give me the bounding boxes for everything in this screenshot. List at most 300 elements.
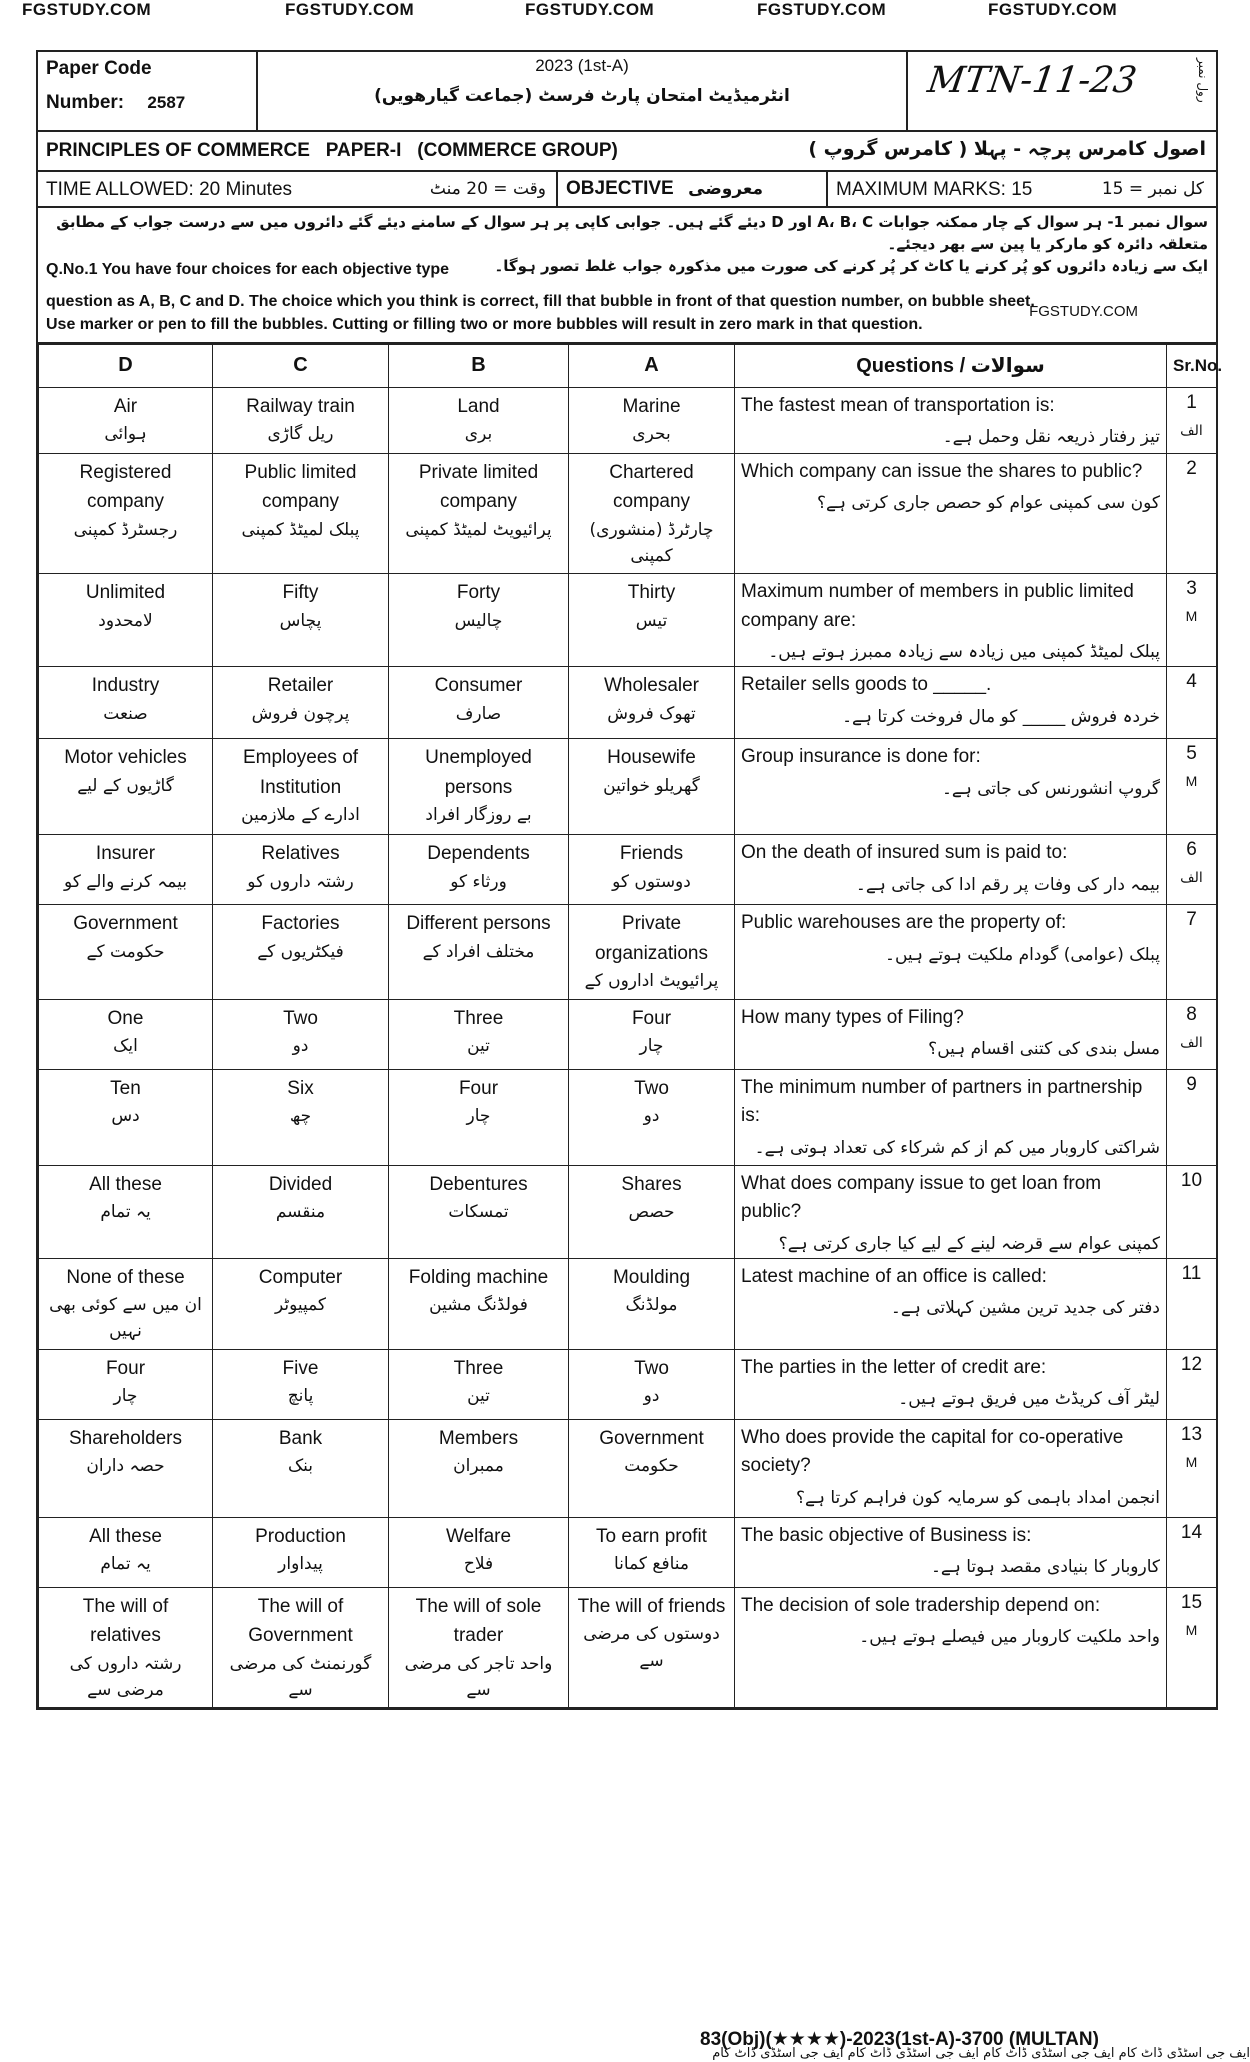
question-text: [735, 1419, 1167, 1517]
question-urdu: واحد ملکیت کاروبار میں فیصلے ہوتے ہیں۔: [859, 1627, 1160, 1648]
option-b-english: Folding machine: [408, 1266, 549, 1288]
option-a: [569, 905, 735, 999]
option-a: [569, 1349, 735, 1419]
serial-number: 2: [1186, 457, 1197, 479]
option-a-english: Thirty: [627, 582, 676, 604]
question-text: [735, 1165, 1167, 1258]
option-d: [39, 1419, 213, 1517]
table-row: [39, 1165, 1217, 1258]
exam-title-urdu: انٹرمیڈیٹ امتحان پارٹ فرسٹ (جماعت گیارھویں): [374, 86, 790, 106]
option-b-english: Three: [453, 1357, 504, 1379]
option-d: [39, 1165, 213, 1258]
option-a-english: Marine: [622, 395, 681, 417]
question-urdu: پبلک لمیٹڈ کمپنی میں زیادہ سے زیادہ ممبرز ہوتے ہیں۔: [768, 642, 1160, 663]
serial-number: 10: [1180, 1169, 1203, 1191]
serial-mark: الف: [1180, 869, 1203, 886]
option-a: [569, 835, 735, 905]
option-d-urdu: رجسٹرڈ کمپنی: [73, 519, 178, 540]
option-c: [213, 1419, 389, 1517]
option-c-urdu: گورنمنٹ کی مرضی سے: [229, 1653, 372, 1700]
serial-number-cell: [1167, 1069, 1217, 1165]
option-c-english: Two: [283, 1007, 318, 1029]
option-b-english: Dependents: [427, 843, 530, 865]
serial-number-cell: [1167, 1587, 1217, 1708]
table-row: [39, 739, 1217, 835]
option-d-english: All these: [89, 1173, 162, 1195]
watermark-text: FGSTUDY.COM: [1029, 302, 1138, 320]
option-c-urdu: رشتہ داروں کو: [247, 871, 354, 892]
top-watermarks: [0, 0, 1250, 22]
option-c-english: Employees of Institution: [242, 747, 359, 798]
option-c: [213, 1587, 389, 1708]
option-b-urdu: ممبران: [453, 1456, 504, 1477]
table-row: [39, 1069, 1217, 1165]
serial-number: 4: [1186, 671, 1197, 693]
serial-number: 8: [1186, 1003, 1197, 1025]
option-b: [389, 387, 569, 453]
option-b: [389, 739, 569, 835]
question-text: [735, 667, 1167, 739]
option-b-english: Four: [458, 1077, 499, 1099]
marks-box: [828, 172, 1214, 206]
option-b: [389, 1587, 569, 1708]
option-c-english: Relatives: [261, 843, 340, 865]
option-b-english: Consumer: [434, 675, 523, 697]
question-urdu: شراکتی کاروبار میں کم از کم شرکاء کی تعداد ہوتی ہے۔: [754, 1137, 1160, 1158]
option-d-english: Registered company: [79, 461, 172, 513]
question-english: Which company can issue the shares to public?: [741, 460, 1143, 482]
option-d: [39, 1258, 213, 1349]
option-d-english: Unlimited: [85, 582, 166, 604]
option-c-english: Railway train: [246, 395, 355, 417]
option-a-urdu: گھریلو خواتین: [603, 775, 700, 796]
serial-number-cell: [1167, 835, 1217, 905]
option-b-english: Members: [438, 1427, 519, 1449]
option-b-urdu: چالیس: [454, 610, 503, 631]
option-b-english: Three: [453, 1007, 504, 1029]
table-row: [39, 574, 1217, 667]
option-b-urdu: واحد تاجر کی مرضی سے: [404, 1653, 553, 1700]
option-c: [213, 1349, 389, 1419]
option-b: [389, 999, 569, 1069]
option-d: [39, 453, 213, 574]
option-d-english: One: [107, 1007, 144, 1029]
option-a: [569, 574, 735, 667]
serial-number-cell: [1167, 1258, 1217, 1349]
option-d: [39, 667, 213, 739]
serial-mark: الف: [1180, 1033, 1203, 1050]
instructions: [38, 208, 1216, 344]
question-text: [735, 574, 1167, 667]
option-c-urdu: پبلک لمیٹڈ کمپنی: [241, 519, 360, 540]
option-d: [39, 1587, 213, 1708]
option-d-urdu: دس: [111, 1106, 140, 1127]
option-d-english: Shareholders: [68, 1427, 183, 1449]
option-a-urdu: تھوک فروش: [607, 703, 696, 724]
option-a-english: Four: [631, 1007, 672, 1029]
option-a-urdu: مولڈنگ: [625, 1295, 678, 1316]
option-b-english: Welfare: [445, 1525, 512, 1547]
serial-number: 5: [1186, 743, 1197, 765]
paper-frame: [36, 50, 1223, 1710]
option-a-english: To earn profit: [596, 1525, 707, 1547]
option-a: [569, 453, 735, 574]
col-header-questions: Questions / سوالات: [735, 344, 1167, 387]
option-c-english: The will of Government: [248, 1595, 353, 1647]
option-b: [389, 574, 569, 667]
question-english: The basic objective of Business is:: [741, 1524, 1032, 1546]
question-text: [735, 905, 1167, 999]
paper-footer-code: 83(Obj)(★★★★)-2023(1st-A)-3700 (MULTAN): [700, 2029, 1099, 2050]
question-english: The parties in the letter of credit are:: [741, 1356, 1047, 1378]
instruction-english-2: question as A, B, C and D. The choice which you think is correct, fill that bubble in front of that question number, on bubble sheet.: [46, 292, 1035, 310]
option-d-urdu: ہوائی: [104, 424, 147, 445]
number-value: 2587: [147, 93, 186, 112]
table-row: [39, 905, 1217, 999]
serial-number: 9: [1186, 1073, 1197, 1095]
serial-mark: الف: [1180, 421, 1203, 438]
col-header-c: C: [213, 344, 389, 387]
exam-year: 2023 (1st-A): [535, 56, 629, 75]
serial-number-cell: [1167, 1419, 1217, 1517]
option-a-english: Moulding: [612, 1266, 691, 1288]
serial-number-cell: [1167, 1165, 1217, 1258]
option-c-urdu: چھ: [289, 1106, 312, 1127]
question-urdu: لیٹر آف کریڈٹ میں فریق ہوتے ہیں۔: [898, 1389, 1160, 1410]
serial-number-cell: [1167, 1517, 1217, 1587]
option-a: [569, 667, 735, 739]
table-row: [39, 999, 1217, 1069]
option-d: [39, 905, 213, 999]
option-b: [389, 1069, 569, 1165]
serial-number-cell: [1167, 387, 1217, 453]
serial-number-cell: [1167, 574, 1217, 667]
serial-mark: M: [1185, 773, 1198, 790]
option-b-urdu: چار: [466, 1106, 491, 1127]
option-d: [39, 835, 213, 905]
option-d-urdu: حکومت کے: [86, 941, 165, 962]
option-a-english: Friends: [619, 843, 684, 865]
serial-number-cell: [1167, 453, 1217, 574]
option-b-english: The will of sole trader: [415, 1595, 542, 1647]
option-c-english: Fifty: [282, 582, 319, 604]
table-row: [39, 835, 1217, 905]
question-urdu: کمپنی عوام سے قرضہ لینے کے لیے کیا جاری کرتی ہے؟: [778, 1233, 1160, 1254]
option-a-urdu: دوستوں کو: [612, 871, 691, 892]
option-c: [213, 387, 389, 453]
option-b: [389, 1258, 569, 1349]
question-text: [735, 387, 1167, 453]
watermark-text: FGSTUDY.COM: [757, 0, 887, 19]
serial-number-cell: [1167, 1349, 1217, 1419]
serial-number-cell: [1167, 739, 1217, 835]
option-a-english: Shares: [621, 1173, 682, 1195]
option-c: [213, 739, 389, 835]
option-d: [39, 999, 213, 1069]
option-c-english: Production: [255, 1525, 346, 1547]
serial-number: 6: [1186, 839, 1197, 861]
option-d-urdu: گاڑیوں کے لیے: [77, 775, 174, 796]
question-english: The decision of sole tradership depend on:: [741, 1594, 1101, 1616]
option-a-urdu: چار: [639, 1036, 664, 1057]
paper-code-label: Paper Code: [46, 58, 152, 79]
serial-number-cell: [1167, 999, 1217, 1069]
table-row: [39, 667, 1217, 739]
option-b-english: Forty: [456, 582, 501, 604]
question-english: The fastest mean of transportation is:: [741, 394, 1055, 416]
option-c-urdu: بنک: [287, 1456, 314, 1477]
option-c-urdu: پانچ: [287, 1386, 314, 1407]
option-a-urdu: تیس: [635, 610, 668, 631]
question-urdu: انجمن امداد باہمی کو سرمایہ کون فراہم کرتا ہے؟: [795, 1487, 1160, 1508]
option-a-urdu: چارٹرڈ (منشوری) کمپنی: [589, 519, 714, 567]
subject-urdu: اصول کامرس پرچہ - پہلا ( کامرس گروپ ): [808, 138, 1206, 160]
exam-title-box: [258, 52, 906, 130]
option-b-urdu: مختلف افراد کے: [422, 941, 535, 962]
option-a: [569, 1517, 735, 1587]
option-b-english: Different persons: [406, 913, 551, 935]
question-english: Who does provide the capital for co-operative society?: [741, 1426, 1124, 1477]
watermark-text: FGSTUDY.COM: [285, 0, 415, 19]
option-d-english: Air: [113, 395, 138, 417]
option-a-english: Private organizations: [594, 913, 709, 964]
option-b-urdu: فلاح: [463, 1554, 494, 1575]
question-urdu: بیمہ دار کی وفات پر رقم ادا کی جاتی ہے۔: [855, 874, 1160, 895]
question-english: On the death of insured sum is paid to:: [741, 842, 1068, 864]
max-marks: MAXIMUM MARKS: 15: [836, 179, 1033, 200]
option-b-english: Land: [457, 395, 500, 417]
serial-number: 15: [1180, 1591, 1203, 1613]
question-english: Latest machine of an office is called:: [741, 1265, 1047, 1287]
question-urdu: خردہ فروش _____ کو مال فروخت کرتا ہے۔: [842, 706, 1160, 727]
time-box: [38, 172, 558, 206]
option-b-urdu: بری: [464, 424, 493, 445]
option-d: [39, 387, 213, 453]
watermark-text: FGSTUDY.COM: [525, 0, 655, 19]
option-d-urdu: لامحدود: [98, 610, 153, 631]
col-header-srno: Sr.No.: [1167, 344, 1217, 387]
option-b-urdu: تین: [467, 1036, 490, 1057]
objective-urdu: معروضی: [688, 179, 764, 199]
option-b: [389, 905, 569, 999]
option-c-urdu: فیکٹریوں کے: [257, 941, 344, 962]
option-c-english: Public limited company: [244, 461, 357, 513]
option-b: [389, 1419, 569, 1517]
question-text: [735, 1069, 1167, 1165]
option-c: [213, 999, 389, 1069]
option-a-english: Government: [599, 1427, 704, 1449]
time-marks-row: [38, 172, 1216, 208]
option-b: [389, 1517, 569, 1587]
option-c-english: Five: [282, 1357, 319, 1379]
option-c-urdu: پیداوار: [278, 1554, 323, 1575]
question-text: [735, 453, 1167, 574]
option-d-urdu: صنعت: [103, 703, 148, 724]
option-a-english: Two: [634, 1077, 669, 1099]
subject-row: [38, 132, 1216, 172]
option-a-english: Chartered company: [609, 461, 694, 513]
objective-label: OBJECTIVE: [566, 178, 674, 199]
serial-number: 1: [1186, 391, 1197, 413]
table-header-row: [39, 344, 1217, 387]
option-c-english: Six: [287, 1077, 314, 1099]
option-c: [213, 1517, 389, 1587]
option-d-english: The will of relatives: [82, 1595, 169, 1647]
option-a-urdu: حکومت: [624, 1456, 679, 1477]
question-urdu: گروپ انشورنس کی جاتی ہے۔: [941, 778, 1160, 799]
question-urdu: کاروبار کا بنیادی مقصد ہوتا ہے۔: [930, 1557, 1160, 1578]
question-urdu: دفتر کی جدید ترین مشین کہلاتی ہے۔: [890, 1298, 1160, 1319]
option-d-english: Government: [73, 913, 178, 935]
question-urdu: تیز رفتار ذریعہ نقل وحمل ہے۔: [942, 427, 1160, 448]
serial-number: 7: [1186, 909, 1197, 931]
question-urdu: پبلک (عوامی) گودام ملکیت ہوتے ہیں۔: [885, 944, 1160, 965]
option-b-english: Private limited company: [418, 461, 539, 513]
option-a-urdu: دوستوں کی مرضی سے: [583, 1624, 720, 1671]
question-text: [735, 1517, 1167, 1587]
option-d: [39, 1349, 213, 1419]
option-b-urdu: فولڈنگ مشین: [429, 1295, 528, 1316]
option-d-english: None of these: [66, 1266, 185, 1288]
option-b-urdu: صارف: [455, 703, 502, 724]
option-d-urdu: رشتہ داروں کی مرضی سے: [69, 1653, 182, 1700]
paper-code-box: [38, 52, 258, 130]
option-d-english: Insurer: [95, 843, 156, 865]
option-d-urdu: یہ تمام: [100, 1554, 151, 1575]
option-d-english: Motor vehicles: [64, 747, 187, 769]
option-c: [213, 667, 389, 739]
option-c: [213, 1258, 389, 1349]
option-a-urdu: دو: [643, 1386, 660, 1407]
question-english: Public warehouses are the property of:: [741, 912, 1067, 934]
questions-table: [38, 344, 1223, 1708]
option-a: [569, 1069, 735, 1165]
option-c-urdu: کمپیوٹر: [274, 1295, 327, 1316]
question-english: Group insurance is done for:: [741, 746, 981, 768]
serial-number-cell: [1167, 667, 1217, 739]
serial-number: 13: [1180, 1423, 1203, 1445]
serial-mark: M: [1185, 1453, 1198, 1470]
time-allowed: TIME ALLOWED: 20 Minutes: [46, 179, 293, 200]
option-a-english: The will of friends: [577, 1595, 726, 1617]
roll-number-box: [906, 52, 1212, 130]
option-c-english: Computer: [258, 1266, 343, 1288]
option-c: [213, 1165, 389, 1258]
option-b: [389, 453, 569, 574]
serial-number: 11: [1181, 1262, 1202, 1284]
option-a-english: Wholesaler: [603, 675, 700, 697]
option-d: [39, 1517, 213, 1587]
option-d-english: Industry: [91, 675, 160, 697]
option-a-english: Housewife: [607, 747, 696, 769]
watermark-text: FGSTUDY.COM: [22, 0, 152, 19]
question-english: How many types of Filing?: [741, 1006, 964, 1028]
option-c: [213, 574, 389, 667]
option-d-english: Ten: [110, 1077, 141, 1099]
option-a: [569, 1587, 735, 1708]
question-urdu: مسل بندی کی کتنی اقسام ہیں؟: [928, 1039, 1160, 1060]
option-d-urdu: ایک: [113, 1036, 138, 1057]
option-b: [389, 1349, 569, 1419]
table-row: [39, 1419, 1217, 1517]
option-b-urdu: تین: [467, 1386, 490, 1407]
option-a: [569, 1165, 735, 1258]
roll-number-label: رول نمبر: [1196, 58, 1210, 103]
option-a-urdu: بحری: [632, 424, 671, 445]
serial-mark: M: [1185, 608, 1198, 625]
max-marks-urdu: کل نمبر = 15: [1101, 179, 1204, 199]
option-b-english: Unemployed persons: [425, 747, 532, 798]
option-a-urdu: دو: [643, 1106, 660, 1127]
number-label: Number:: [46, 92, 125, 113]
option-c-urdu: پچاس: [279, 610, 322, 631]
header-top-row: [38, 52, 1216, 132]
option-b-urdu: بے روزگار افراد: [425, 805, 532, 826]
option-d-urdu: چار: [113, 1386, 138, 1407]
question-text: [735, 1349, 1167, 1419]
option-b-urdu: تمسکات: [448, 1202, 509, 1223]
option-a: [569, 1258, 735, 1349]
instruction-urdu-2: ایک سے زیادہ دائروں کو پُر کرنے یا کاٹ کر پُر کرنے کی صورت میں مذکورہ جواب غلط تصور ہوگا۔: [494, 256, 1208, 275]
option-c: [213, 905, 389, 999]
option-d: [39, 1069, 213, 1165]
option-d-english: All these: [89, 1525, 162, 1547]
option-c-urdu: ادارے کے ملازمین: [241, 805, 360, 826]
col-header-d: D: [39, 344, 213, 387]
option-a-urdu: منافع کمانا: [613, 1554, 689, 1575]
option-a: [569, 739, 735, 835]
serial-mark: M: [1185, 1621, 1198, 1638]
question-english: What does company issue to get loan from public?: [741, 1172, 1102, 1223]
option-a: [569, 999, 735, 1069]
option-a: [569, 387, 735, 453]
col-header-a: A: [569, 344, 735, 387]
roll-number-handwritten: MTN-11-23: [925, 60, 1140, 101]
option-b-urdu: پرائیویٹ لمیٹڈ کمپنی: [405, 519, 552, 540]
option-b-urdu: ورثاء کو: [450, 871, 507, 892]
question-text: [735, 999, 1167, 1069]
question-english: Maximum number of members in public limited company are:: [741, 581, 1134, 631]
option-b: [389, 667, 569, 739]
table-row: [39, 1517, 1217, 1587]
instruction-urdu-1: سوال نمبر 1- ہر سوال کے چار ممکنہ جوابات A، B، C اور D دیئے گئے ہیں۔ جوابی کاپی پر ہر سوال کے سامنے دیئے گئے دائروں میں سے درست جواب کے مطابق متعلقہ دائرہ کو مارکر یا پین سے بھر دیجئے۔: [56, 213, 1208, 253]
option-b: [389, 835, 569, 905]
watermark-text: FGSTUDY.COM: [988, 0, 1118, 19]
option-a: [569, 1419, 735, 1517]
serial-number-cell: [1167, 905, 1217, 999]
option-d-english: Four: [105, 1357, 146, 1379]
instruction-english-1: Q.No.1 You have four choices for each objective type: [46, 260, 450, 278]
option-d-urdu: یہ تمام: [100, 1202, 151, 1223]
serial-number: 14: [1180, 1521, 1203, 1543]
col-header-b: B: [389, 344, 569, 387]
option-a-urdu: حصص: [628, 1202, 675, 1223]
time-urdu: وقت = 20 منٹ: [429, 179, 546, 199]
option-d: [39, 739, 213, 835]
option-b: [389, 1165, 569, 1258]
option-b-english: Debentures: [429, 1173, 528, 1195]
table-row: [39, 1587, 1217, 1708]
question-text: [735, 835, 1167, 905]
option-c: [213, 1069, 389, 1165]
option-d-urdu: بیمہ کرنے والے کو: [64, 871, 187, 892]
option-c-urdu: پرچون فروش: [251, 703, 350, 724]
question-text: [735, 739, 1167, 835]
objective-box: [558, 172, 828, 206]
option-a-urdu: پرائیویٹ اداروں کے: [584, 971, 719, 992]
option-c-english: Retailer: [267, 675, 334, 697]
bottom-watermark: ایف جی اسٹڈی ڈاٹ کام ایف جی اسٹڈی ڈاٹ کام ایف جی اسٹڈی ڈاٹ کام ایف جی اسٹڈی ڈاٹ کام: [712, 2046, 1250, 2061]
